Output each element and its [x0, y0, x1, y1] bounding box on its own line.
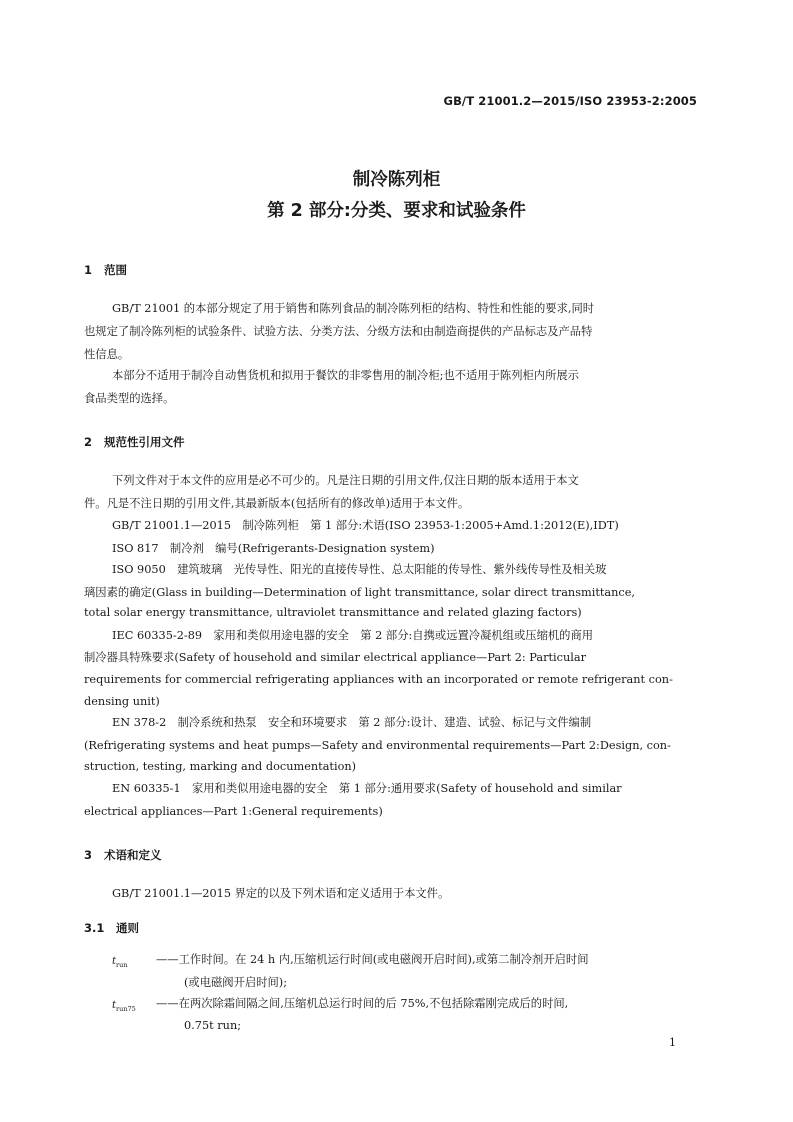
definition-text: ——在两次除霜间隔之间,压缩机总运行时间的后 75%,不包括除霜刚完成后的时间, [156, 997, 569, 1010]
symbol-subscript: run [116, 961, 128, 969]
section-number: 3 [84, 848, 93, 862]
definition-symbol [112, 1000, 136, 1013]
reference-entry: EN 60335-1 家用和类似用途电器的安全 第 1 部分:通用要求(Safety of household and similar [112, 782, 622, 795]
section-number: 2 [84, 435, 93, 449]
paragraph-line: GB/T 21001 的本部分规定了用于销售和陈列食品的制冷陈列柜的结构、特性和性能的要求,同时 [112, 302, 595, 315]
reference-entry: GB/T 21001.1—2015 制冷陈列柜 第 1 部分:术语(ISO 23953-1:2005+Amd.1:2012(E),IDT) [112, 519, 619, 532]
symbol-letter: t [112, 956, 117, 967]
reference-entry-cont: (Refrigerating systems and heat pumps—Safety and environmental requirements—Part 2:Design, con- [84, 739, 671, 752]
definition-text-cont: (或电磁阀开启时间); [184, 976, 287, 989]
paragraph-line: GB/T 21001.1—2015 界定的以及下列术语和定义适用于本文件。 [112, 887, 450, 900]
reference-entry: ISO 9050 建筑玻璃 光传导性、阳光的直接传导性、总太阳能的传导性、紫外线传导性及相关玻 [112, 563, 607, 576]
section-title: 范围 [104, 263, 127, 277]
section-3-heading [84, 847, 162, 863]
paragraph-line: 也规定了制冷陈列柜的试验条件、试验方法、分类方法、分级方法和由制造商提供的产品标志及产品特 [84, 325, 593, 338]
section-title: 通则 [116, 921, 139, 935]
section-number: 3.1 [84, 921, 105, 935]
definition-symbol [112, 956, 128, 969]
symbol-subscript: run75 [116, 1005, 136, 1013]
section-1-heading [84, 262, 127, 278]
reference-entry-cont: struction, testing, marking and documentation) [84, 760, 357, 773]
reference-entry: ISO 817 制冷剂 编号(Refrigerants-Designation system) [112, 542, 435, 555]
paragraph-line: 本部分不适用于制冷自动售货机和拟用于餐饮的非零售用的制冷柜;也不适用于陈列柜内所展示 [112, 369, 579, 382]
section-title: 规范性引用文件 [104, 435, 185, 449]
paragraph-line: 性信息。 [84, 348, 130, 361]
reference-entry: EN 378-2 制冷系统和热泵 安全和环境要求 第 2 部分:设计、建造、试验、标记与文件编制 [112, 716, 592, 729]
document-title: 制冷陈列柜 [352, 170, 441, 190]
subsection-3-1-heading [84, 920, 139, 936]
definition-text-cont: 0.75t run; [184, 1019, 242, 1032]
paragraph-line: 食品类型的选择。 [84, 392, 175, 405]
paragraph-line: 下列文件对于本文件的应用是必不可少的。凡是注日期的引用文件,仅注日期的版本适用于本文 [112, 474, 579, 487]
reference-entry-cont: 璃因素的确定(Glass in building—Determination of light transmittance, solar direct transmittance, [84, 586, 636, 599]
definition-text: ——工作时间。在 24 h 内,压缩机运行时间(或电磁阀开启时间),或第二制冷剂开启时间 [156, 953, 589, 966]
paragraph-line: 件。凡是不注日期的引用文件,其最新版本(包括所有的修改单)适用于本文件。 [84, 497, 470, 510]
section-number: 1 [84, 263, 93, 277]
reference-entry: IEC 60335-2-89 家用和类似用途电器的安全 第 2 部分:自携或远置冷凝机组或压缩机的商用 [112, 629, 594, 642]
reference-entry-cont: requirements for commercial refrigerating appliances with an incorporated or remote refrigerant con- [84, 673, 673, 686]
page-number: 1 [669, 1036, 676, 1049]
reference-entry-cont: 制冷器具特殊要求(Safety of household and similar electrical appliance—Part 2: Particular [84, 651, 587, 664]
reference-entry-cont: electrical appliances—Part 1:General requirements) [84, 805, 383, 818]
document-subtitle: 第 2 部分:分类、要求和试验条件 [267, 201, 526, 221]
section-title: 术语和定义 [104, 848, 162, 862]
reference-entry-cont: total solar energy transmittance, ultraviolet transmittance and related glazing factors) [84, 606, 582, 619]
reference-entry-cont: densing unit) [84, 695, 160, 708]
standard-code: GB/T 21001.2—2015/ISO 23953-2:2005 [443, 94, 697, 108]
symbol-letter: t [112, 1000, 117, 1011]
section-2-heading [84, 434, 185, 450]
